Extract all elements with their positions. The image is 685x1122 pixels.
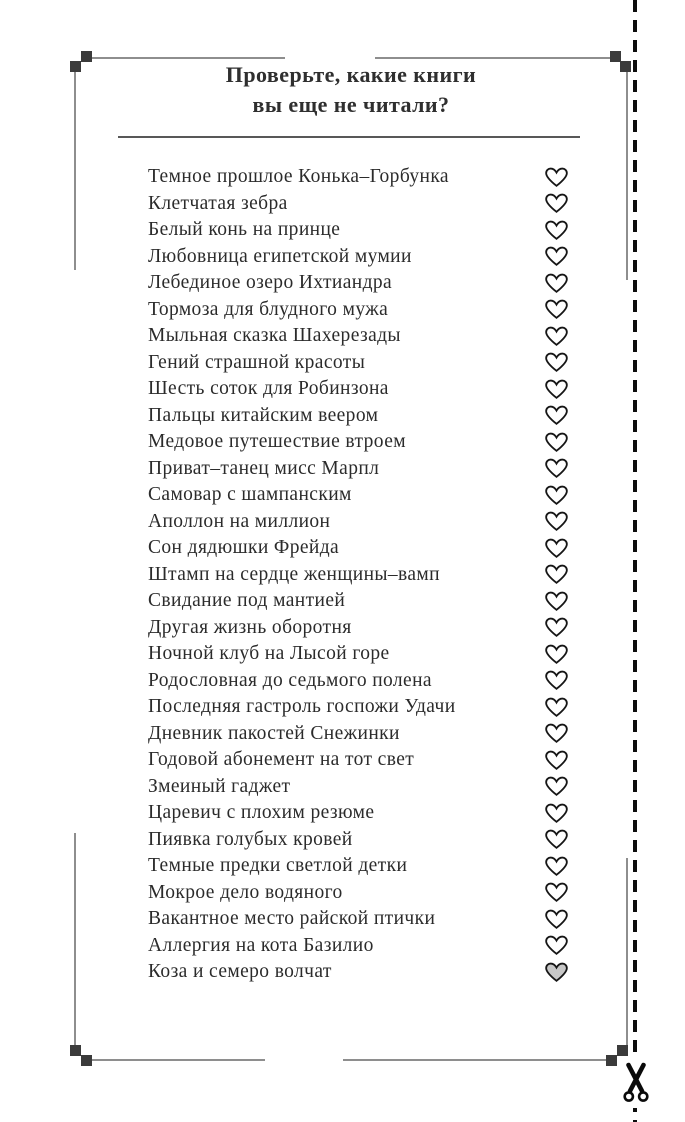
book-row — [148, 588, 568, 615]
heart-icon[interactable] — [545, 193, 568, 214]
book-title: Медовое путешествие втроем — [148, 431, 406, 453]
heart-icon[interactable] — [545, 935, 568, 956]
book-row — [148, 535, 568, 562]
page-title-line2: вы еще не читали? — [252, 92, 450, 117]
heart-icon[interactable] — [545, 299, 568, 320]
heart-icon[interactable] — [545, 962, 568, 983]
book-title: Штамп на сердце женщины–вамп — [148, 563, 440, 585]
heart-icon[interactable] — [545, 856, 568, 877]
frame-border-right-lower — [626, 858, 628, 1046]
book-title: Вакантное место райской птички — [148, 908, 436, 930]
book-row — [148, 800, 568, 827]
frame-border-bottom-right — [343, 1059, 607, 1061]
book-row — [148, 297, 568, 324]
book-row — [148, 244, 568, 271]
book-title: Сон дядюшки Фрейда — [148, 537, 340, 559]
heart-icon[interactable] — [545, 723, 568, 744]
heart-icon[interactable] — [545, 167, 568, 188]
book-row — [148, 376, 568, 403]
book-title: Родословная до седьмого полена — [148, 669, 432, 691]
book-row — [148, 456, 568, 483]
heart-icon[interactable] — [545, 273, 568, 294]
heart-icon[interactable] — [545, 776, 568, 797]
heart-icon[interactable] — [545, 697, 568, 718]
book-title: Клетчатая зебра — [148, 192, 288, 214]
heart-icon[interactable] — [545, 485, 568, 506]
book-row — [148, 694, 568, 721]
book-title: Лебединое озеро Ихтиандра — [148, 272, 393, 294]
corner-ornament — [70, 1045, 81, 1056]
book-row — [148, 880, 568, 907]
book-row — [148, 323, 568, 350]
book-row — [148, 668, 568, 695]
cut-dashed-line — [633, 0, 637, 1122]
book-row — [148, 906, 568, 933]
heart-icon[interactable] — [545, 750, 568, 771]
book-row — [148, 217, 568, 244]
book-title: Аполлон на миллион — [148, 510, 331, 532]
book-title: Годовой абонемент на тот свет — [148, 749, 415, 771]
page-title-line1: Проверьте, какие книги — [225, 62, 477, 87]
heart-icon[interactable] — [545, 564, 568, 585]
book-row — [148, 562, 568, 589]
book-row — [148, 933, 568, 960]
book-title: Царевич с плохим резюме — [148, 802, 375, 824]
book-title: Ночной клуб на Лысой горе — [148, 643, 390, 665]
corner-ornament — [617, 1045, 628, 1056]
book-title: Пальцы китайским веером — [148, 404, 379, 426]
book-row — [148, 747, 568, 774]
heart-icon[interactable] — [545, 352, 568, 373]
heart-icon[interactable] — [545, 909, 568, 930]
frame-border-top-right — [375, 57, 610, 59]
heart-icon[interactable] — [545, 644, 568, 665]
book-title: Любовница египетской мумии — [148, 245, 412, 267]
book-title: Коза и семеро волчат — [148, 961, 332, 983]
heart-icon[interactable] — [545, 670, 568, 691]
page-title — [75, 60, 627, 120]
book-title: Змеиный гаджет — [148, 775, 291, 797]
book-title: Пиявка голубых кровей — [148, 828, 353, 850]
book-row — [148, 350, 568, 377]
book-row — [148, 774, 568, 801]
book-row — [148, 509, 568, 536]
book-title: Мокрое дело водяного — [148, 881, 343, 903]
book-title: Последняя гастроль госпожи Удачи — [148, 696, 456, 718]
book-title: Свидание под мантией — [148, 590, 346, 612]
heart-icon[interactable] — [545, 591, 568, 612]
book-row — [148, 164, 568, 191]
book-row — [148, 959, 568, 986]
heart-icon[interactable] — [545, 246, 568, 267]
book-title: Приват–танец мисс Марпл — [148, 457, 380, 479]
heart-icon[interactable] — [545, 405, 568, 426]
frame-border-left-lower — [74, 833, 76, 1046]
book-title: Мыльная сказка Шахерезады — [148, 325, 401, 347]
book-row — [148, 191, 568, 218]
heart-icon[interactable] — [545, 538, 568, 559]
book-title: Шесть соток для Робинзона — [148, 378, 389, 400]
book-row — [148, 721, 568, 748]
heart-icon[interactable] — [545, 458, 568, 479]
book-title: Самовар с шампанским — [148, 484, 352, 506]
book-title: Другая жизнь оборотня — [148, 616, 352, 638]
book-title: Гений страшной красоты — [148, 351, 366, 373]
heart-icon[interactable] — [545, 326, 568, 347]
book-title: Белый конь на принце — [148, 219, 341, 241]
book-title: Темные предки светлой детки — [148, 855, 408, 877]
corner-ornament — [606, 1055, 617, 1066]
book-row — [148, 615, 568, 642]
book-list — [148, 164, 568, 986]
heart-icon[interactable] — [545, 220, 568, 241]
heart-icon[interactable] — [545, 379, 568, 400]
book-title: Дневник пакостей Снежинки — [148, 722, 400, 744]
book-title: Аллергия на кота Базилио — [148, 934, 374, 956]
heart-icon[interactable] — [545, 803, 568, 824]
heart-icon[interactable] — [545, 432, 568, 453]
frame-border-bottom-left — [92, 1059, 265, 1061]
title-separator — [118, 136, 580, 138]
book-row — [148, 853, 568, 880]
frame-border-top-left — [90, 57, 285, 59]
corner-ornament — [81, 1055, 92, 1066]
book-title: Темное прошлое Конька–Горбунка — [148, 166, 449, 188]
heart-icon[interactable] — [545, 617, 568, 638]
book-title: Тормоза для блудного мужа — [148, 298, 389, 320]
book-row — [148, 641, 568, 668]
book-row — [148, 827, 568, 854]
heart-icon[interactable] — [545, 882, 568, 903]
book-row — [148, 429, 568, 456]
book-row — [148, 482, 568, 509]
book-row — [148, 403, 568, 430]
heart-icon[interactable] — [545, 511, 568, 532]
book-row — [148, 270, 568, 297]
scissors-icon — [619, 1058, 653, 1108]
heart-icon[interactable] — [545, 829, 568, 850]
